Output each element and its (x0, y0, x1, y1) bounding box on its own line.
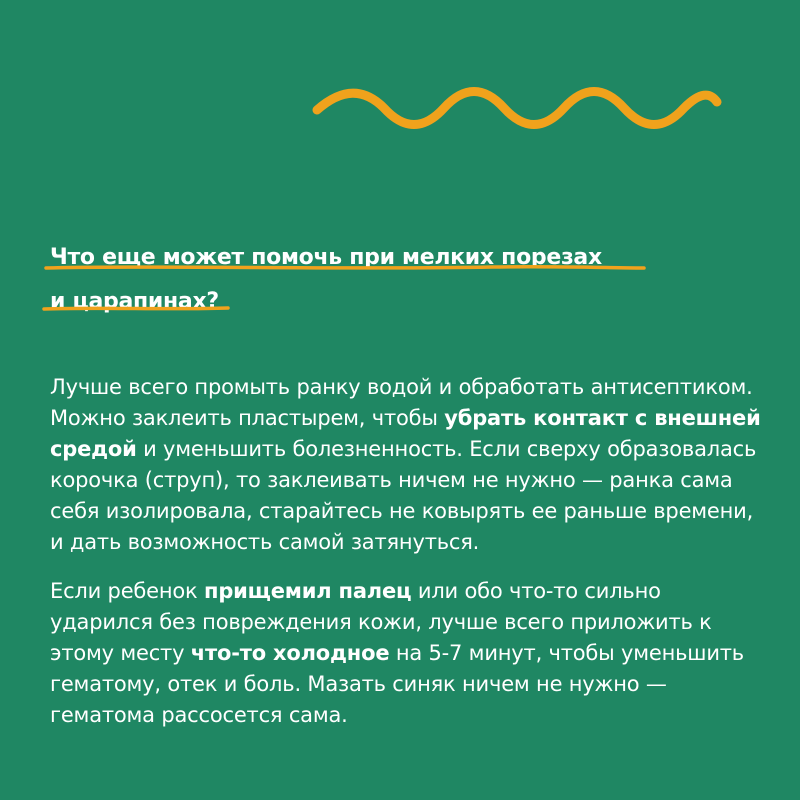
body-text (50, 372, 770, 749)
heading-underline-1 (42, 262, 648, 274)
decorative-squiggle (312, 80, 722, 140)
emphasis-text: прищемил палец (204, 579, 412, 603)
heading-line-1: Что еще может помочь при мелких порезах (50, 245, 602, 270)
heading-underline-2 (40, 303, 232, 315)
emphasis-text: убрать контакт с внешней средой (50, 406, 761, 461)
paragraph-1: Лучше всего промыть ранку водой и обработать антисептиком. Можно заклеить пластырем, чтобы убрать контакт с внешней средой и уменьшить болезненность. Если сверху образовалась корочка (струп), то заклеивать ничем не нужно — ранка сама себя изолировала, старайтесь не ковырять ее раньше времени, и дать возможность самой затянуться. (50, 375, 761, 554)
paragraph-2: Если ребенок прищемил палец или обо что-то сильно ударился без повреждения кожи, лучше всего приложить к этому месту что-то холодное на 5-7 минут, чтобы уменьшить гематому, отек и боль. Мазать синяк ничем не нужно — гематома рассосется сама. (50, 579, 744, 727)
emphasis-text: что-то холодное (190, 641, 390, 665)
heading-line-2: и царапинах? (50, 289, 219, 314)
